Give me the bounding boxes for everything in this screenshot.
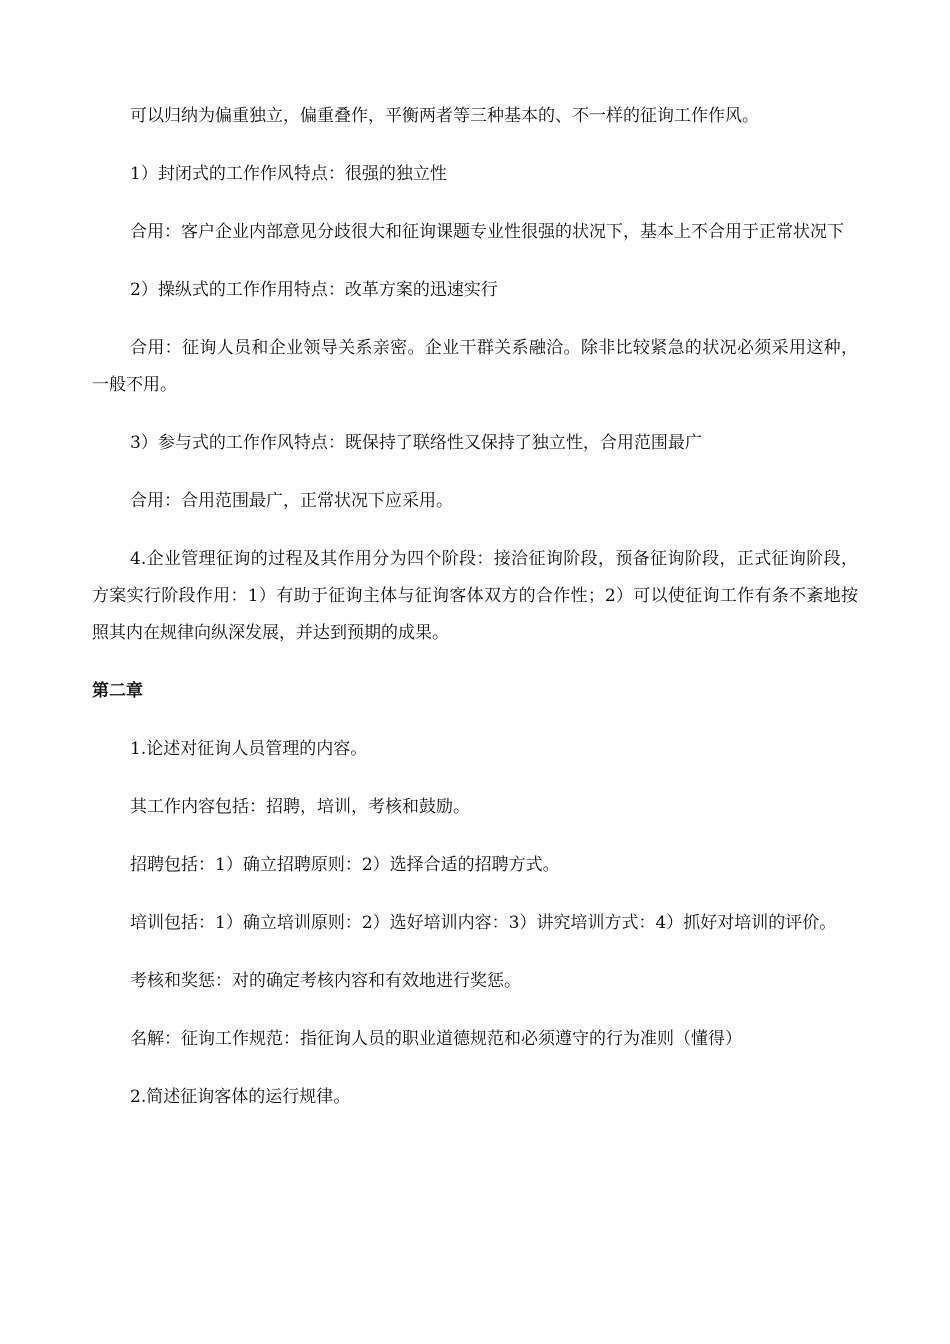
document-body: [92, 98, 858, 1137]
paragraph-closed-style-usage: 合用：客户企业内部意见分歧很大和征询课题专业性很强的状况下，基本上不合用于正常状况下: [130, 222, 844, 242]
paragraph-participative-style: 3）参与式的工作作风特点：既保持了联络性又保持了独立性，合用范围最广: [130, 433, 702, 453]
paragraph-recruitment: 招聘包括：1）确立招聘原则：2）选择合适的招聘方式。: [130, 855, 560, 875]
paragraph-question-2: 2.简述征询客体的运行规律。: [130, 1087, 351, 1107]
paragraph-work-content: 其工作内容包括：招聘，培训，考核和鼓励。: [130, 797, 470, 817]
paragraph-consulting-process: 4.企业管理征询的过程及其作用分为四个阶段：接洽征询阶段，预备征询阶段，正式征询阶段，方案实行阶段作用：1）有助于征询主体与征询客体双方的合作性；2）可以使征询工作有条不紊地按照其内在规律向纵深发展，并达到预期的成果。: [92, 549, 858, 643]
paragraph-definition: 名解：征询工作规范：指征询人员的职业道德规范和必须遵守的行为准则（懂得）: [130, 1029, 742, 1049]
paragraph-participative-style-usage: 合用：合用范围最广，正常状况下应采用。: [130, 491, 453, 511]
paragraph-manipulative-style-usage: 合用：征询人员和企业领导关系亲密。企业干群关系融洽。除非比较紧急的状况必须采用这种，一般不用。: [92, 338, 858, 395]
paragraph-question-1: 1.论述对征询人员管理的内容。: [130, 739, 368, 759]
paragraph-assessment: 考核和奖惩：对的确定考核内容和有效地进行奖惩。: [130, 971, 521, 991]
chapter-heading: 第二章: [92, 681, 143, 701]
paragraph-closed-style: 1）封闭式的工作作风特点：很强的独立性: [130, 164, 447, 184]
paragraph-work-styles-intro: 可以归纳为偏重独立，偏重叠作，平衡两者等三种基本的、不一样的征询工作作风。: [130, 106, 759, 126]
paragraph-manipulative-style: 2）操纵式的工作作用特点：改革方案的迅速实行: [130, 280, 498, 300]
paragraph-training: 培训包括：1）确立培训原则：2）选好培训内容：3）讲究培训方式：4）抓好对培训的评价。: [130, 913, 837, 933]
